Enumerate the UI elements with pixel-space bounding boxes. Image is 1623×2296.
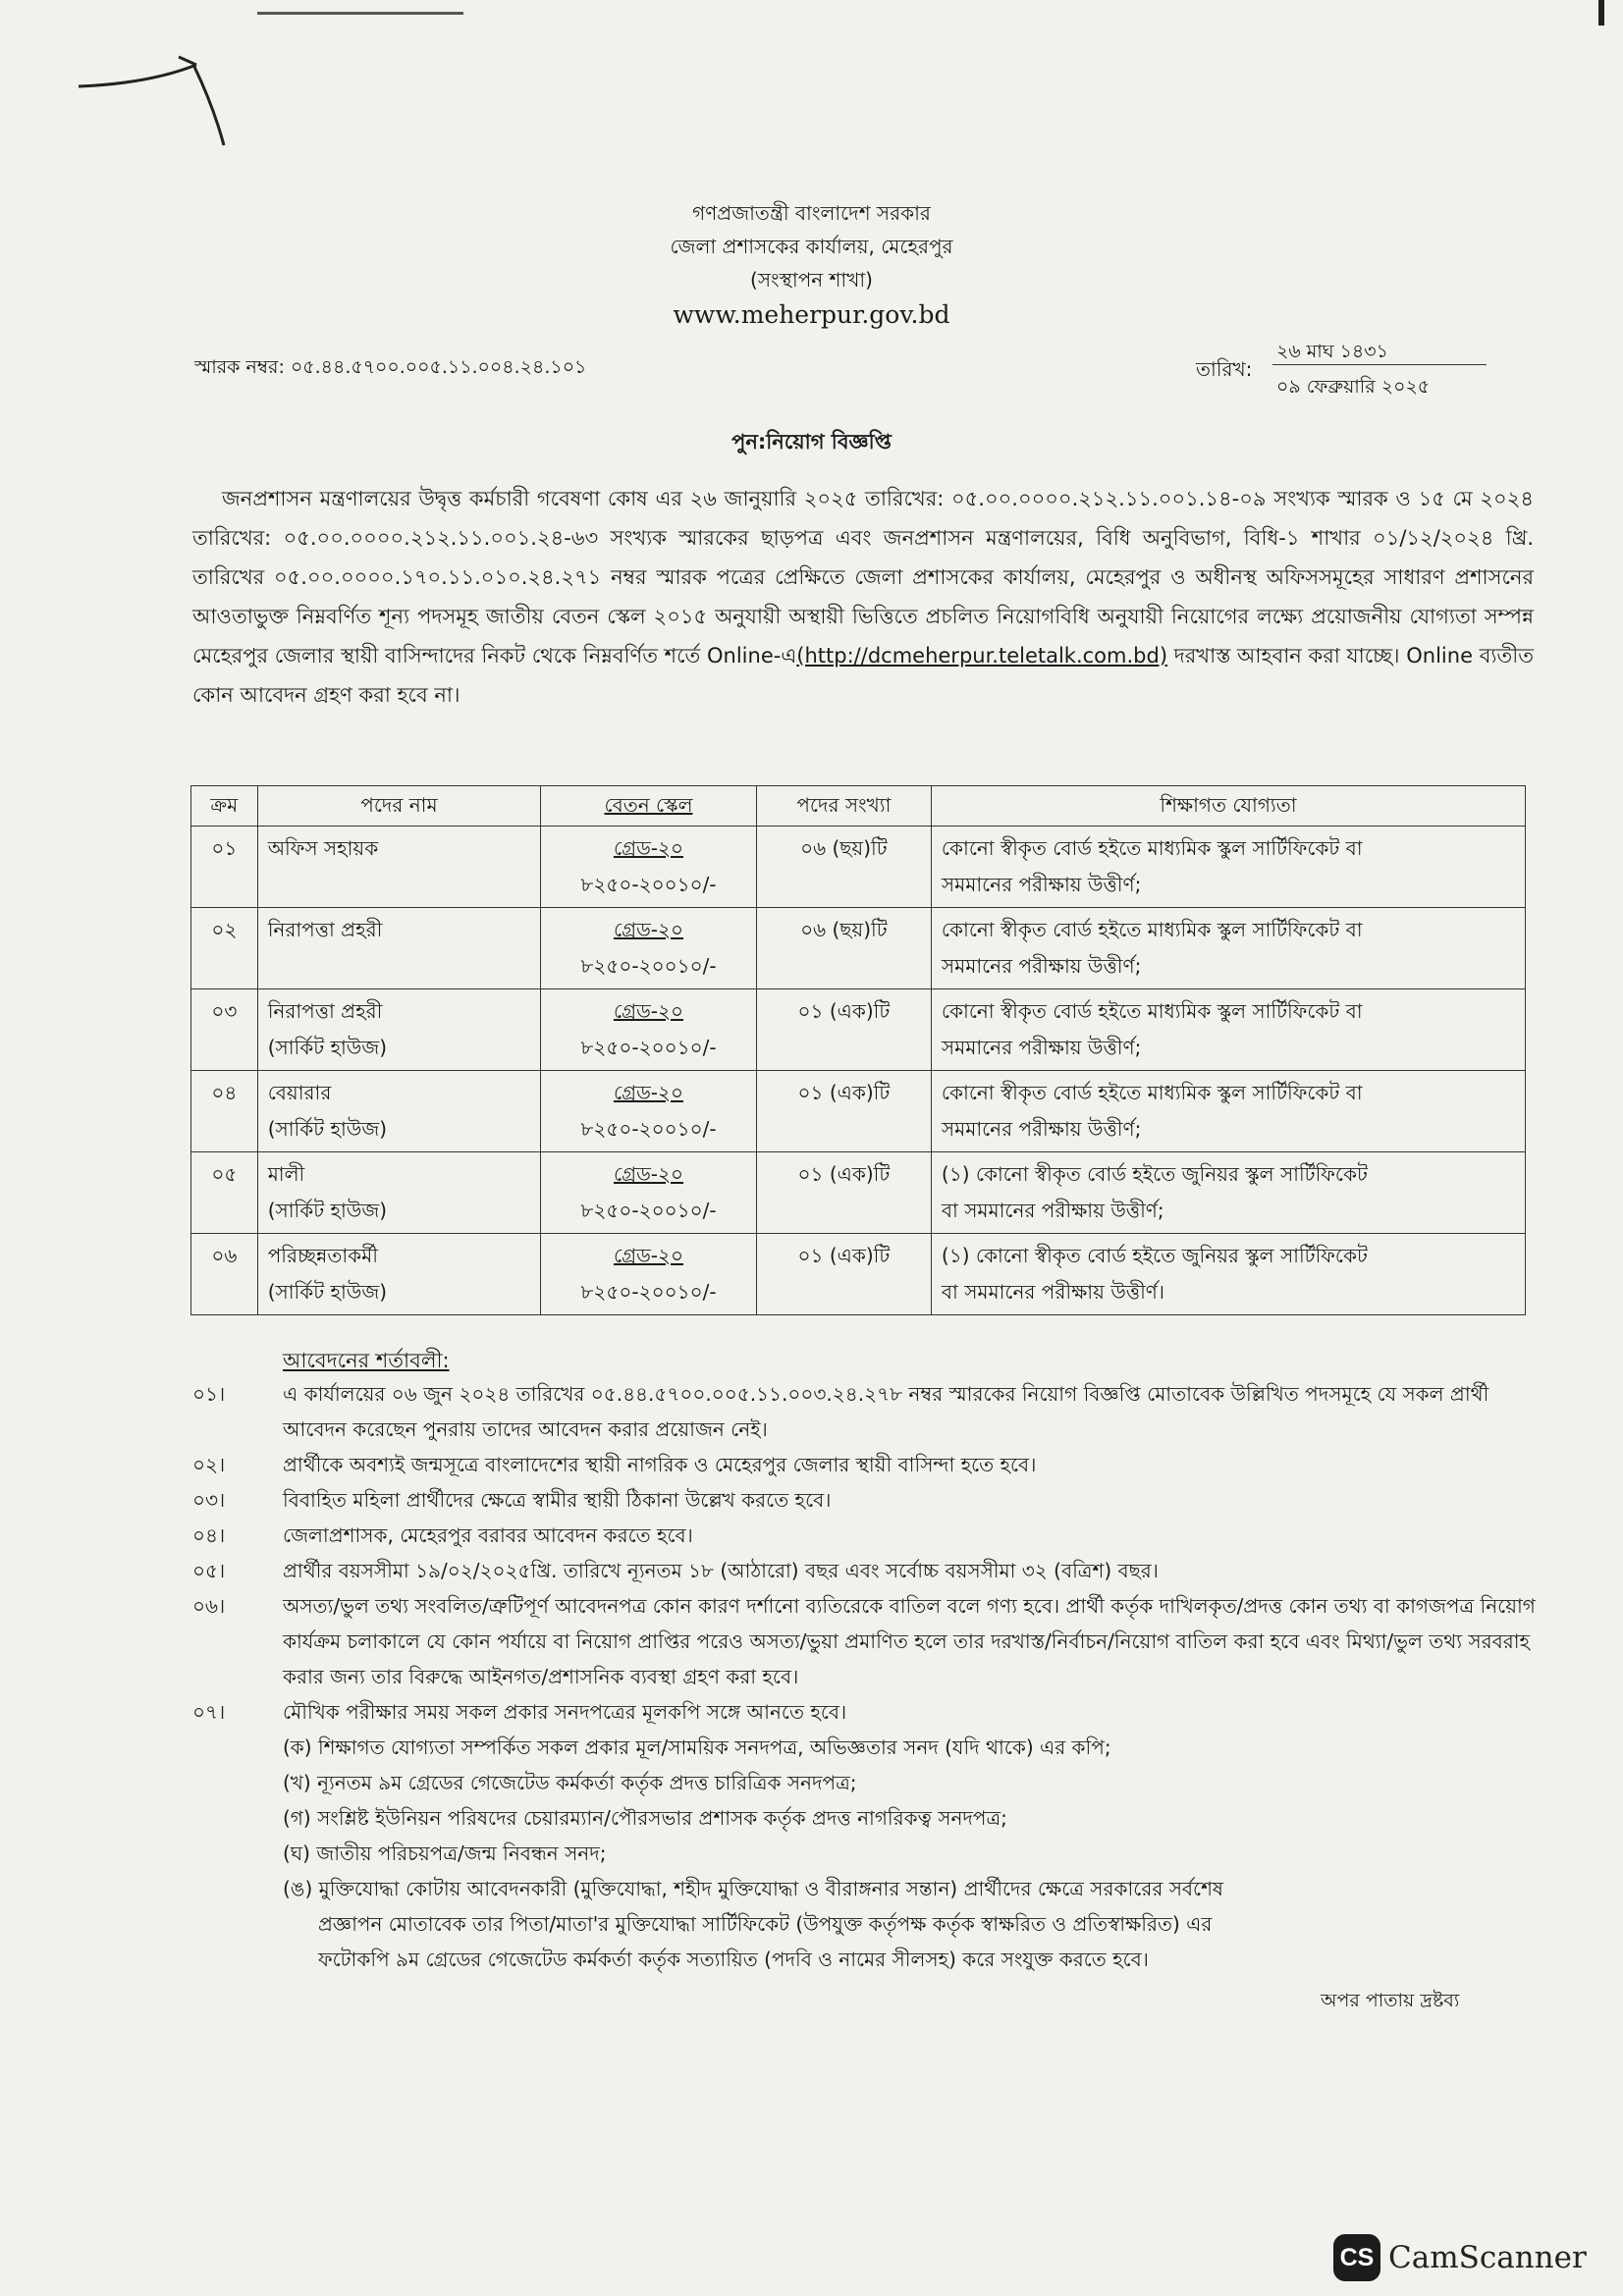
notice-title: পুন:নিয়োগ বিজ্ঞপ্তি bbox=[731, 430, 892, 454]
post-location: (সার্কিট হাউজ) bbox=[267, 1199, 388, 1222]
table-row bbox=[191, 1071, 1526, 1152]
sub-item-line: ফটোকপি ৯ম গ্রেডের গেজেটেড কর্মকর্তা কর্তৃক সত্যায়িত (পদবি ও নামের সীলসহ) করে সংযুক্ত করতে হবে। bbox=[318, 1948, 1149, 1971]
condition-number: ০৬। bbox=[192, 1594, 226, 1618]
sub-item-line: (ঙ) মুক্তিযোদ্ধা কোটায় আবেদনকারী (মুক্তিযোদ্ধা, শহীদ মুক্তিযোদ্ধা ও বীরাঙ্গনার সন্তান) প্রার্থীদের ক্ষেত্রে সরকারের সর্বশেষ bbox=[283, 1877, 1223, 1900]
condition-number: ০৩। bbox=[192, 1488, 226, 1512]
memo-number: স্মারক নম্বর: ০৫.৪৪.৫৭০০.০০৫.১১.০০৪.২৪.১০১ bbox=[194, 356, 587, 378]
scale: ৮২৫০-২০০১০/- bbox=[580, 1199, 717, 1222]
scale: ৮২৫০-২০০১০/- bbox=[580, 1117, 717, 1141]
cell-post-name bbox=[257, 989, 540, 1071]
sub-item: (খ) ন্যূনতম ৯ম গ্রেডের গেজেটেড কর্মকর্তা কর্তৃক প্রদত্ত চারিত্রিক সনদপত্র; bbox=[283, 1771, 857, 1794]
intro-text: জনপ্রশাসন মন্ত্রণালয়ের উদ্বৃত্ত কর্মচারী গবেষণা কোষ এর ২৬ জানুয়ারি ২০২৫ তারিখের: ০৫.০০.০০০০.২১২.১১.০০১.১৪-০৯ সংখ্যক স্মারক ও ১৫ মে ২০২৪ তারিখের: ০৫.০০.০০০০.২১২.১১.০০১.২৪-৬৩ সংখ্যক স্মারকের ছাড়পত্র এবং জনপ্রশাসন মন্ত্রণালয়ের, বিধি অনুবিভাগ, বিধি-১ শাখার ০১/১২/২০২৪ খ্রি. তারিখের ০৫.০০.০০০০.১৭০.১১.০১০.২৪.২৭১ নম্বর স্মারক পত্রের প্রেক্ষিতে জেলা প্রশাসকের কার্যালয়, মেহেরপুর ও অধীনস্থ অফিসসমূহের সাধারণ প্রশাসনের আওতাভুক্ত নিম্নবর্ণিত শূন্য পদসমূহ জাতীয় বেতন স্কেল ২০১৫ অনুযায়ী অস্থায়ী ভিত্তিতে প্রচলিত নিয়োগবিধি অনুযায়ী নিয়োগের লক্ষ্যে প্রয়োজনীয় যোগ্যতা সম্পন্ন মেহেরপুর জেলার স্থায়ী বাসিন্দাদের নিকট থেকে নিম্নবর্ণিত শর্তে Online-এ bbox=[192, 487, 1534, 667]
cell-post-name bbox=[257, 827, 540, 908]
cell-serial: ০২ bbox=[191, 908, 258, 989]
cell-pay-scale bbox=[541, 1234, 757, 1315]
table-header-row bbox=[191, 786, 1526, 827]
col-post-name: পদের নাম bbox=[257, 786, 540, 827]
qualification-line: বা সমমানের পরীক্ষায় উত্তীর্ণ; bbox=[941, 1199, 1164, 1222]
qualification-line: বা সমমানের পরীক্ষায় উত্তীর্ণ। bbox=[941, 1280, 1165, 1304]
sub-item: (ক) শিক্ষাগত যোগ্যতা সম্পর্কিত সকল প্রকার মূল/সাময়িক সনদপত্র, অভিজ্ঞতার সনদ (যদি থাকে) এর কপি; bbox=[283, 1735, 1111, 1759]
cell-qualification bbox=[931, 908, 1525, 989]
cell-qualification bbox=[931, 1071, 1525, 1152]
condition-number: ০৭। bbox=[192, 1700, 226, 1724]
cell-qualification bbox=[931, 827, 1525, 908]
condition-item bbox=[192, 1447, 1547, 1482]
office-name: জেলা প্রশাসকের কার্যালয়, মেহেরপুর bbox=[670, 235, 953, 258]
posts-table bbox=[190, 785, 1526, 1315]
condition-item bbox=[192, 1376, 1547, 1447]
cell-pay-scale bbox=[541, 908, 757, 989]
condition-text: জেলাপ্রশাসক, মেহেরপুর বরাবর আবেদন করতে হবে। bbox=[283, 1523, 693, 1547]
table-body bbox=[191, 827, 1526, 1315]
qualification-line: সমমানের পরীক্ষায় উত্তীর্ণ; bbox=[941, 1036, 1142, 1059]
sub-items bbox=[283, 1730, 1547, 1977]
condition-item bbox=[192, 1588, 1547, 1694]
col-pay-scale-label: বেতন স্কেল bbox=[604, 793, 693, 817]
qualification-line: (১) কোনো স্বীকৃত বোর্ড হইতে জুনিয়র স্কুল সার্টিফিকেট bbox=[941, 1244, 1368, 1267]
cell-post-name bbox=[257, 1234, 540, 1315]
post-location: (সার্কিট হাউজ) bbox=[267, 1280, 388, 1304]
cell-serial: ০১ bbox=[191, 827, 258, 908]
post-location: (সার্কিট হাউজ) bbox=[267, 1117, 388, 1141]
condition-text: মৌখিক পরীক্ষার সময় সকল প্রকার সনদপত্রের মূলকপি সঙ্গে আনতে হবে। bbox=[283, 1700, 847, 1724]
continued-note: অপর পাতায় দ্রষ্টব্য bbox=[1321, 1990, 1460, 2011]
scan-artifact-line bbox=[257, 12, 463, 15]
post-name: অফিস সহায়ক bbox=[267, 836, 379, 860]
condition-item bbox=[192, 1694, 1547, 1730]
condition-item bbox=[192, 1518, 1547, 1553]
condition-items bbox=[192, 1376, 1547, 1730]
grade: গ্রেড-২০ bbox=[613, 1162, 684, 1186]
cell-post-name bbox=[257, 1152, 540, 1234]
cell-pay-scale bbox=[541, 827, 757, 908]
condition-number: ০২। bbox=[192, 1453, 226, 1476]
pen-mark-scribble bbox=[69, 37, 236, 155]
date-bangla: ২৬ মাঘ ১৪৩১ bbox=[1276, 341, 1388, 362]
table-row bbox=[191, 827, 1526, 908]
cell-qualification bbox=[931, 989, 1525, 1071]
scan-artifact-mark bbox=[1598, 0, 1604, 26]
condition-number: ০৪। bbox=[192, 1523, 226, 1547]
sub-item-line: প্রজ্ঞাপন মোতাবেক তার পিতা/মাতা'র মুক্তিযোদ্ধা সার্টিফিকেট (উপযুক্ত কর্তৃপক্ষ কর্তৃক স্বাক্ষরিত ও প্রতিস্বাক্ষরিত) এর bbox=[318, 1912, 1213, 1936]
sub-item-freedom-fighter bbox=[283, 1871, 1547, 1977]
condition-text: প্রার্থীকে অবশ্যই জন্মসূত্রে বাংলাদেশের স্থায়ী নাগরিক ও মেহেরপুর জেলার স্থায়ী বাসিন্দা হতে হবে। bbox=[283, 1453, 1037, 1476]
col-pay-scale bbox=[541, 786, 757, 827]
intro-paragraph bbox=[192, 479, 1534, 715]
application-link[interactable]: (http://dcmeherpur.teletalk.com.bd) bbox=[796, 644, 1168, 667]
condition-sub-list bbox=[192, 1730, 1547, 1977]
cell-serial: ০৬ bbox=[191, 1234, 258, 1315]
qualification-line: কোনো স্বীকৃত বোর্ড হইতে মাধ্যমিক স্কুল সার্টিফিকেট বা bbox=[941, 999, 1363, 1023]
cell-pay-scale bbox=[541, 1152, 757, 1234]
grade: গ্রেড-২০ bbox=[613, 836, 684, 860]
table-row bbox=[191, 989, 1526, 1071]
letterhead bbox=[0, 196, 1623, 332]
condition-text: এ কার্যালয়ের ০৬ জুন ২০২৪ তারিখের ০৫.৪৪.৫৭০০.০০৫.১১.০০৩.২৪.২৭৮ নম্বর স্মারকের নিয়োগ বিজ্ঞপ্তি মোতাবেক উল্লিখিত পদসমূহে যে সকল প্রার্থী আবেদন করেছেন পুনরায় তাদের আবেদন করার প্রয়োজন নেই। bbox=[283, 1382, 1489, 1441]
branch-name: (সংস্থাপন শাখা) bbox=[750, 268, 873, 292]
cell-qualification bbox=[931, 1152, 1525, 1234]
cell-post-count: ০৬ (ছয়)টি bbox=[756, 908, 931, 989]
grade: গ্রেড-২০ bbox=[613, 918, 684, 941]
cell-serial: ০৪ bbox=[191, 1071, 258, 1152]
date-label: তারিখ: bbox=[1196, 357, 1253, 381]
condition-text: প্রার্থীর বয়সসীমা ১৯/০২/২০২৫খ্রি. তারিখে ন্যূনতম ১৮ (আঠারো) বছর এবং সর্বোচ্চ বয়সসীমা ৩২ (বত্রিশ) বছর। bbox=[283, 1559, 1159, 1582]
date-english: ০৯ ফেব্রুয়ারি ২০২৫ bbox=[1276, 376, 1431, 398]
date-divider bbox=[1272, 364, 1487, 365]
qualification-line: সমমানের পরীক্ষায় উত্তীর্ণ; bbox=[941, 954, 1142, 978]
post-name: বেয়ারার bbox=[267, 1081, 332, 1104]
table-row bbox=[191, 1152, 1526, 1234]
cell-post-name bbox=[257, 1071, 540, 1152]
qualification-line: (১) কোনো স্বীকৃত বোর্ড হইতে জুনিয়র স্কুল সার্টিফিকেট bbox=[941, 1162, 1368, 1186]
cell-post-count: ০১ (এক)টি bbox=[756, 1234, 931, 1315]
post-name: নিরাপত্তা প্রহরী bbox=[267, 918, 383, 941]
camscanner-watermark bbox=[1333, 2234, 1587, 2281]
post-name: নিরাপত্তা প্রহরী bbox=[267, 999, 383, 1023]
col-qualification: শিক্ষাগত যোগ্যতা bbox=[931, 786, 1525, 827]
condition-item bbox=[192, 1482, 1547, 1518]
qualification-line: কোনো স্বীকৃত বোর্ড হইতে মাধ্যমিক স্কুল সার্টিফিকেট বা bbox=[941, 836, 1363, 860]
col-serial: ক্রম bbox=[191, 786, 258, 827]
scale: ৮২৫০-২০০১০/- bbox=[580, 1280, 717, 1304]
qualification-line: সমমানের পরীক্ষায় উত্তীর্ণ; bbox=[941, 873, 1142, 896]
post-name: পরিচ্ছন্নতাকর্মী bbox=[267, 1244, 378, 1267]
sub-item: (গ) সংশ্লিষ্ট ইউনিয়ন পরিষদের চেয়ারম্যান/পৌরসভার প্রশাসক কর্তৃক প্রদত্ত নাগরিকত্ব সনদপত্র; bbox=[283, 1806, 1007, 1830]
grade: গ্রেড-২০ bbox=[613, 999, 684, 1023]
scale: ৮২৫০-২০০১০/- bbox=[580, 873, 717, 896]
scale: ৮২৫০-২০০১০/- bbox=[580, 954, 717, 978]
condition-text: বিবাহিত মহিলা প্রার্থীদের ক্ষেত্রে স্বামীর স্থায়ী ঠিকানা উল্লেখ করতে হবে। bbox=[283, 1488, 832, 1512]
scale: ৮২৫০-২০০১০/- bbox=[580, 1036, 717, 1059]
sub-item: (ঘ) জাতীয় পরিচয়পত্র/জন্ম নিবন্ধন সনদ; bbox=[283, 1842, 607, 1865]
intro-text-end: দরখাস্ত আহবান করা যাচ্ছে। Online ব্যতীত কোন আবেদন গ্রহণ করা হবে না। bbox=[192, 644, 1534, 707]
cell-post-count: ০১ (এক)টি bbox=[756, 989, 931, 1071]
cell-post-count: ০১ (এক)টি bbox=[756, 1152, 931, 1234]
conditions-list bbox=[192, 1376, 1547, 1977]
cell-serial: ০৩ bbox=[191, 989, 258, 1071]
table-row bbox=[191, 1234, 1526, 1315]
cell-post-count: ০১ (এক)টি bbox=[756, 1071, 931, 1152]
grade: গ্রেড-২০ bbox=[613, 1081, 684, 1104]
camscanner-name: CamScanner bbox=[1388, 2240, 1587, 2275]
qualification-line: সমমানের পরীক্ষায় উত্তীর্ণ; bbox=[941, 1117, 1142, 1141]
camscanner-logo: CS bbox=[1333, 2234, 1380, 2281]
condition-number: ০১। bbox=[192, 1382, 226, 1406]
col-post-count: পদের সংখ্যা bbox=[756, 786, 931, 827]
cell-qualification bbox=[931, 1234, 1525, 1315]
conditions-title: আবেদনের শর্তাবলী: bbox=[283, 1349, 450, 1372]
qualification-line: কোনো স্বীকৃত বোর্ড হইতে মাধ্যমিক স্কুল সার্টিফিকেট বা bbox=[941, 1081, 1363, 1104]
cell-pay-scale bbox=[541, 1071, 757, 1152]
cell-pay-scale bbox=[541, 989, 757, 1071]
website-link[interactable]: www.meherpur.gov.bd bbox=[673, 300, 950, 329]
condition-text: অসত্য/ভুল তথ্য সংবলিত/ত্রুটিপূর্ণ আবেদনপত্র কোন কারণ দর্শানো ব্যতিরেকে বাতিল বলে গণ্য হবে। প্রার্থী কর্তৃক দাখিলকৃত/প্রদত্ত কোন তথ্য বা কাগজপত্র নিয়োগ কার্যক্রম চলাকালে যে কোন পর্যায়ে বা নিয়োগ প্রাপ্তির পরেও অসত্য/ভুয়া প্রমাণিত হলে তার দরখাস্ত/নির্বাচন/নিয়োগ বাতিল করা হবে এবং মিথ্যা/ভুল তথ্য সরবরাহ করার জন্য তার বিরুদ্ধে আইনগত/প্রশাসনিক ব্যবস্থা গ্রহণ করা হবে। bbox=[283, 1594, 1536, 1688]
condition-item bbox=[192, 1553, 1547, 1588]
qualification-line: কোনো স্বীকৃত বোর্ড হইতে মাধ্যমিক স্কুল সার্টিফিকেট বা bbox=[941, 918, 1363, 941]
cell-serial: ০৫ bbox=[191, 1152, 258, 1234]
post-location: (সার্কিট হাউজ) bbox=[267, 1036, 388, 1059]
post-name: মালী bbox=[267, 1162, 305, 1186]
govt-name: গণপ্রজাতন্ত্রী বাংলাদেশ সরকার bbox=[692, 201, 931, 225]
condition-number: ০৫। bbox=[192, 1559, 226, 1582]
cell-post-name bbox=[257, 908, 540, 989]
table-row bbox=[191, 908, 1526, 989]
cell-post-count: ০৬ (ছয়)টি bbox=[756, 827, 931, 908]
grade: গ্রেড-২০ bbox=[613, 1244, 684, 1267]
